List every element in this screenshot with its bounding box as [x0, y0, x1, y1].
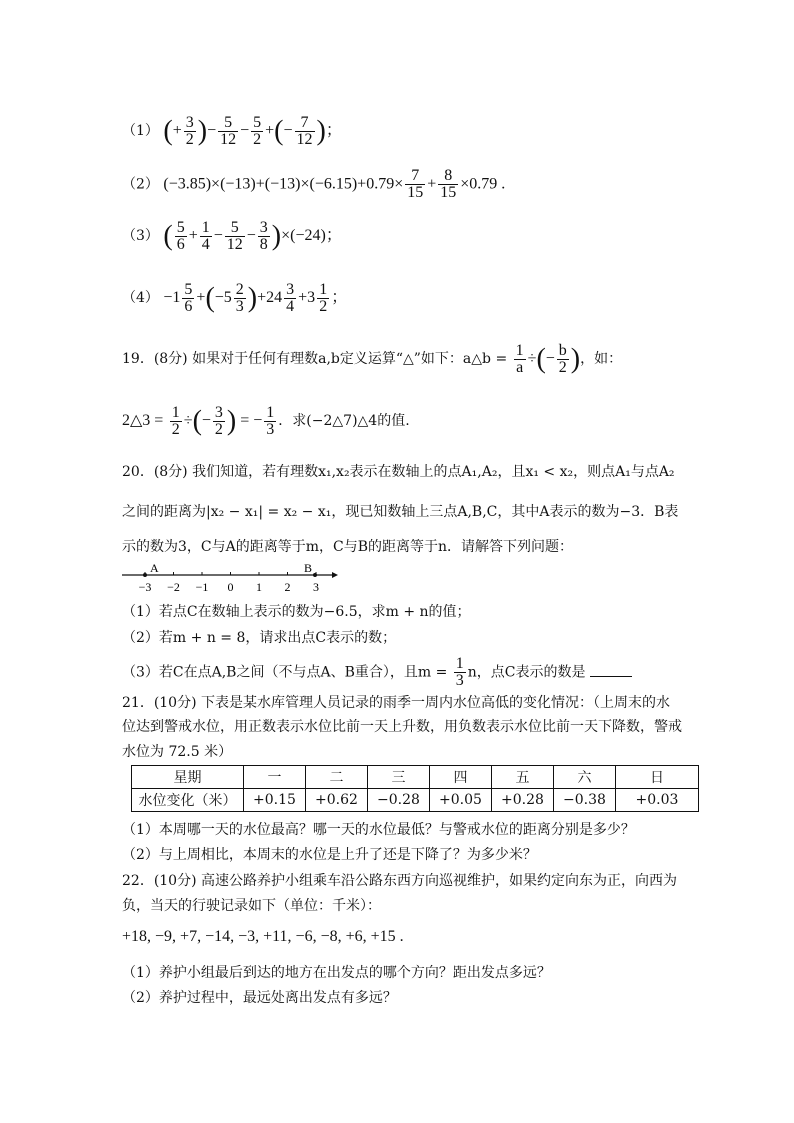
table-cell: 三	[368, 766, 430, 789]
q22-line3: +18, −9, +7, −14, −3, +11, −6, −8, +6, +15 .	[122, 928, 404, 945]
axis-tick-label: 3	[313, 580, 319, 594]
q19-line2: 2△3 = $\frac{1}{2}$ ÷(− $\frac{3}{2}$ ) = − $\frac{1}{3}$ ．求(−2△7)△4的值.	[122, 404, 410, 438]
q20-line1: 20．(8分) 我们知道，若有理数x₁,x₂表示在数轴上的点A₁,A₂，且x₁ < x₂，则点A₁与点A₂	[122, 464, 675, 480]
q21-line2: 位达到警戒水位，用正数表示水位比前一天上升数，用负数表示水位比前一天下降数，警戒	[122, 719, 682, 735]
point-b-dot	[313, 573, 317, 577]
axis-tick-label: 0	[227, 580, 234, 594]
q21-sub2: （2）与上周相比，本周末的水位是上升了还是下降了？为多少米？	[122, 847, 537, 863]
q20-line2: 之间的距离为|x₂ − x₁| = x₂ − x₁，现已知数轴上三点A,B,C，其中A表示的数为−3．B表	[122, 504, 679, 520]
table-row	[132, 789, 699, 812]
q20-sub3: （3）若C在点A,B之间（不与点A、B重合），且m = $\frac{1}{3}$ n，点C表示的数是	[122, 656, 632, 689]
table-cell: 日	[616, 766, 699, 789]
q20-line3: 示的数为3，C与A的距离等于m，C与B的距离等于n．请解答下列问题：	[122, 539, 574, 555]
q20-sub2: （2）若m + n = 8，请求出点C表示的数；	[122, 630, 397, 646]
q21-line1: 21．(10分) 下表是某水库管理人员记录的雨季一周内水位高低的变化情况：（上周末的水	[122, 695, 671, 711]
table-cell: 星期	[132, 766, 244, 789]
q22-line2: 负，当天的行驶记录如下（单位：千米）：	[122, 898, 381, 914]
table-cell: +0.62	[306, 789, 368, 812]
point-a-dot	[143, 573, 147, 577]
table-cell: 水位变化（米）	[132, 789, 244, 812]
table-cell: 一	[244, 766, 306, 789]
q21-line3: 水位为 72.5 米）	[122, 744, 233, 760]
q21-sub1: （1）本周哪一天的水位最高？哪一天的水位最低？与警戒水位的距离分别是多少？	[122, 822, 635, 838]
q18-part3: （3） ( $\frac{5}{6}$ + $\frac{1}{4}$ − $\frac{5}{12}$ − $\frac{3}{8}$ )×(−24)；	[122, 219, 342, 253]
answer-blank[interactable]	[590, 676, 632, 677]
number-line	[120, 562, 340, 596]
axis-tick-label: −2	[167, 580, 180, 594]
water-level-table	[131, 765, 699, 812]
table-cell: +0.28	[492, 789, 554, 812]
table-cell: +0.15	[244, 789, 306, 812]
table-cell: 六	[554, 766, 616, 789]
q18-part2: （2） (−3.85)×(−13)+(−13)×(−6.15)+0.79× $\frac{7}{15}$ + $\frac{8}{15}$ ×0.79 .	[122, 167, 506, 201]
axis-tick-label: −1	[195, 580, 209, 594]
table-cell: −0.28	[368, 789, 430, 812]
q22-sub1: （1）养护小组最后到达的地方在出发点的哪个方向？距出发点多远？	[122, 965, 551, 981]
q20-sub1: （1）若点C在数轴上表示的数为−6.5，求m + n的值；	[122, 604, 471, 620]
table-cell: 五	[492, 766, 554, 789]
table-cell: +0.03	[616, 789, 699, 812]
q19-line1: 19．(8分) 如果对于任何有理数a,b定义运算“△”如下：a△b = $\frac{1}{a}$ ÷(− $\frac{b}{2}$ )，如：	[122, 342, 623, 376]
q22-sub2: （2）养护过程中，最远处离出发点有多远？	[122, 990, 397, 1006]
table-cell: 四	[430, 766, 492, 789]
point-a-label: A	[150, 562, 159, 575]
point-b-label: B	[304, 562, 313, 575]
q22-line1: 22．(10分) 高速公路养护小组乘车沿公路东西方向巡视维护，如果约定向东为正，向西为	[122, 873, 678, 889]
axis-tick-label: 1	[256, 580, 262, 594]
q18-part1: （1） (+ $\frac{3}{2}$ )− $\frac{5}{12}$ − $\frac{5}{2}$ +(− $\frac{7}{12}$ )；	[122, 114, 342, 148]
axis-tick-label: 2	[284, 580, 291, 594]
table-header-row	[132, 766, 699, 789]
table-cell: +0.05	[430, 789, 492, 812]
table-cell: −0.38	[554, 789, 616, 812]
axis-tick-label: −3	[138, 580, 152, 594]
q18-part4: （4） −1 $\frac{5}{6}$ +(−5 $\frac{2}{3}$ )+24 $\frac{3}{4}$ +3 $\frac{1}{2}$ ；	[122, 281, 348, 315]
table-cell: 二	[306, 766, 368, 789]
